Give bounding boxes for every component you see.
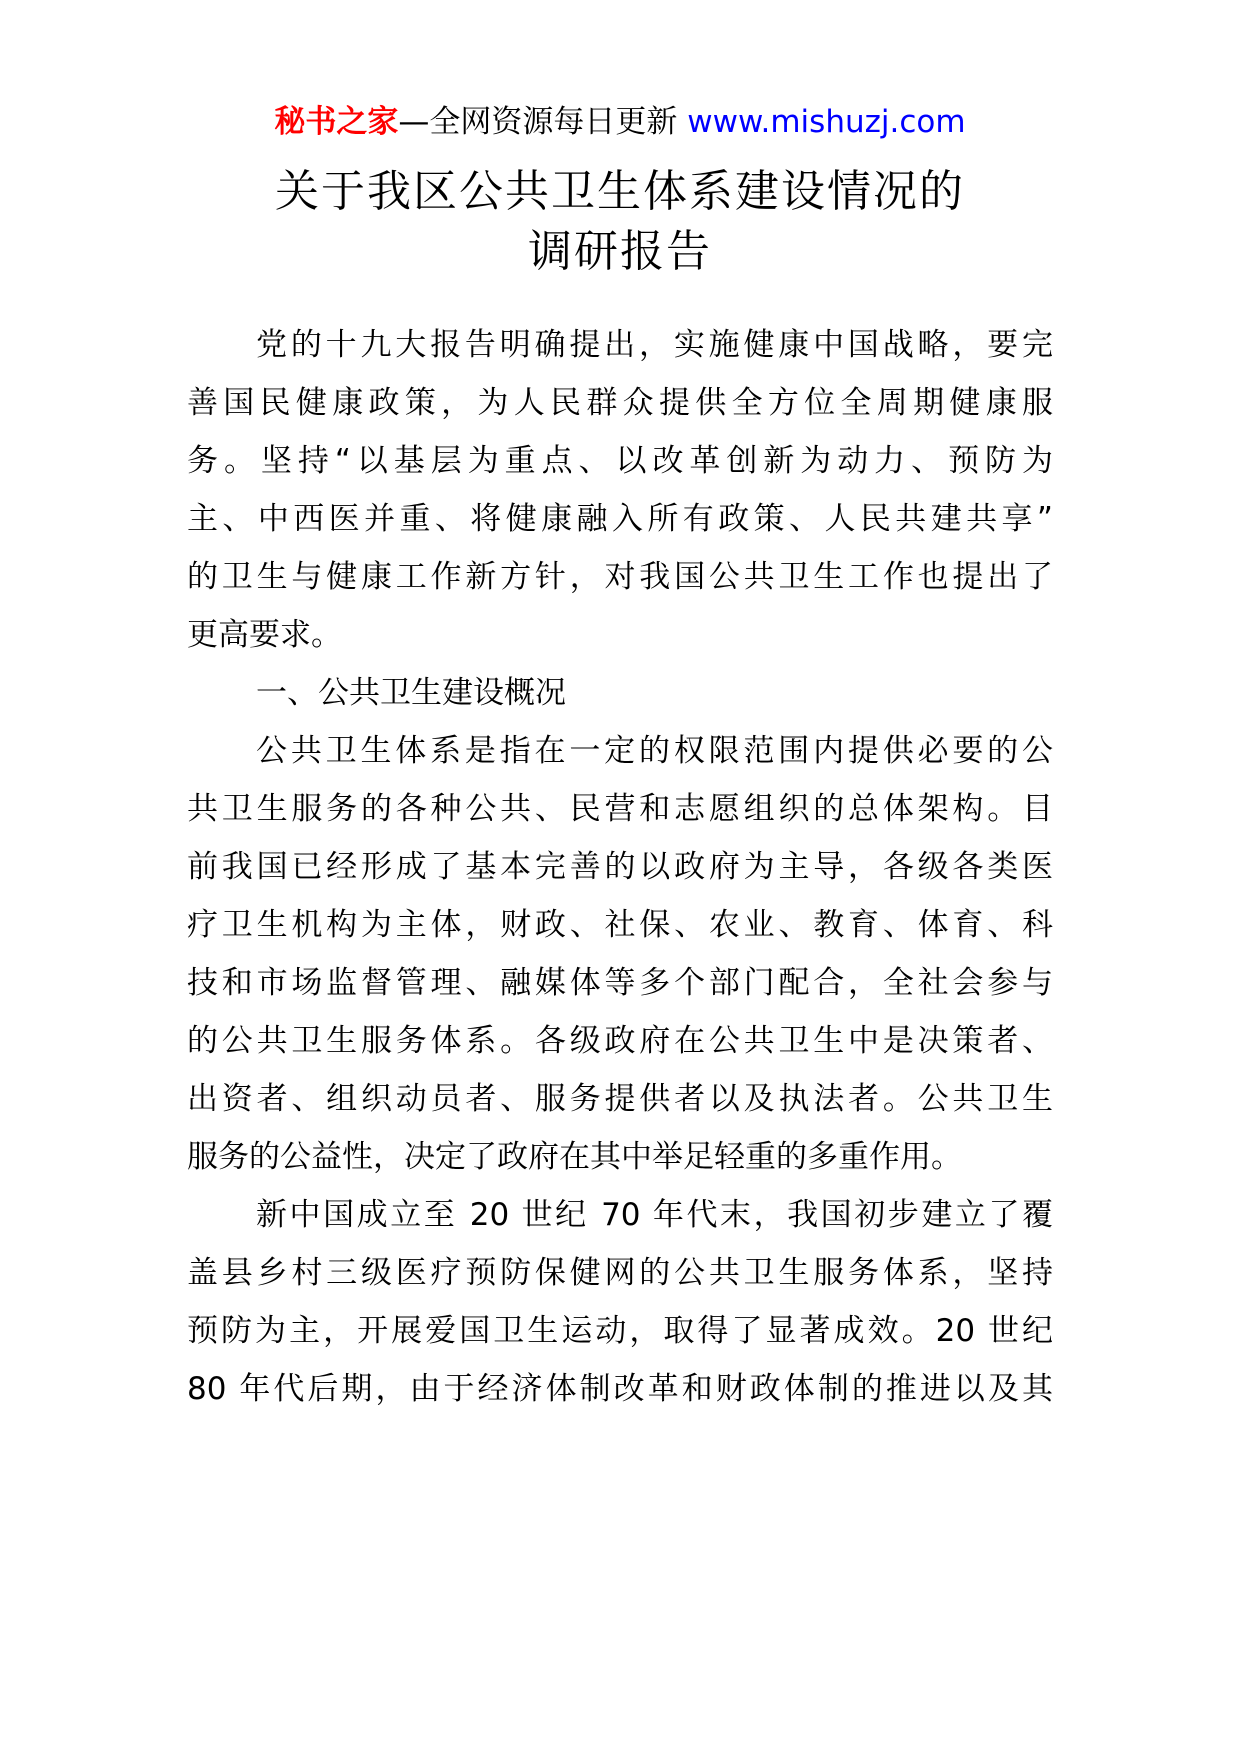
site-link[interactable]: www.mishuzj.com (687, 104, 966, 140)
header-slogan: —全网资源每日更新 (398, 104, 678, 140)
paragraph-line: 预防为主，开展爱国卫生运动，取得了显著成效。20 世纪 (187, 1313, 1053, 1349)
paragraph-line: 公共卫生体系是指在一定的权限范围内提供必要的公 (256, 733, 1053, 769)
paragraph-line: 盖县乡村三级医疗预防保健网的公共卫生服务体系，坚持 (187, 1255, 1053, 1291)
brand-name: 秘书之家 (274, 104, 399, 140)
document-title-line-2: 调研报告 (528, 226, 712, 277)
paragraph-line: 更高要求。 (187, 617, 342, 653)
paragraph-line: 务。坚持“以基层为重点、以改革创新为动力、预防为 (187, 443, 1053, 479)
document-body (187, 316, 1053, 1418)
paragraph-line: 的卫生与健康工作新方针，对我国公共卫生工作也提出了 (187, 559, 1053, 595)
paragraph-line: 共卫生服务的各种公共、民营和志愿组织的总体架构。目 (187, 791, 1053, 827)
paragraph-line: 疗卫生机构为主体，财政、社保、农业、教育、体育、科 (187, 907, 1053, 943)
paragraph-line: 技和市场监督管理、融媒体等多个部门配合，全社会参与 (187, 965, 1053, 1001)
document-title-line-1: 关于我区公共卫生体系建设情况的 (275, 166, 965, 217)
paragraph-line: 服务的公益性，决定了政府在其中举足轻重的多重作用。 (187, 1139, 962, 1175)
paragraph-line: 前我国已经形成了基本完善的以政府为主导，各级各类医 (187, 849, 1053, 885)
section-heading: 一、公共卫生建设概况 (256, 675, 566, 711)
paragraph-line: 党的十九大报告明确提出，实施健康中国战略，要完 (256, 327, 1053, 363)
watermark-header (0, 100, 1240, 144)
paragraph-line: 主、中西医并重、将健康融入所有政策、人民共建共享” (187, 501, 1053, 537)
paragraph-line: 出资者、组织动员者、服务提供者以及执法者。公共卫生 (187, 1081, 1053, 1117)
paragraph-line: 的公共卫生服务体系。各级政府在公共卫生中是决策者、 (187, 1023, 1053, 1059)
paragraph-line: 善国民健康政策，为人民群众提供全方位全周期健康服 (187, 385, 1053, 421)
paragraph-line: 新中国成立至 20 世纪 70 年代末，我国初步建立了覆 (256, 1197, 1053, 1233)
paragraph-line: 80 年代后期，由于经济体制改革和财政体制的推进以及其 (187, 1371, 1053, 1407)
